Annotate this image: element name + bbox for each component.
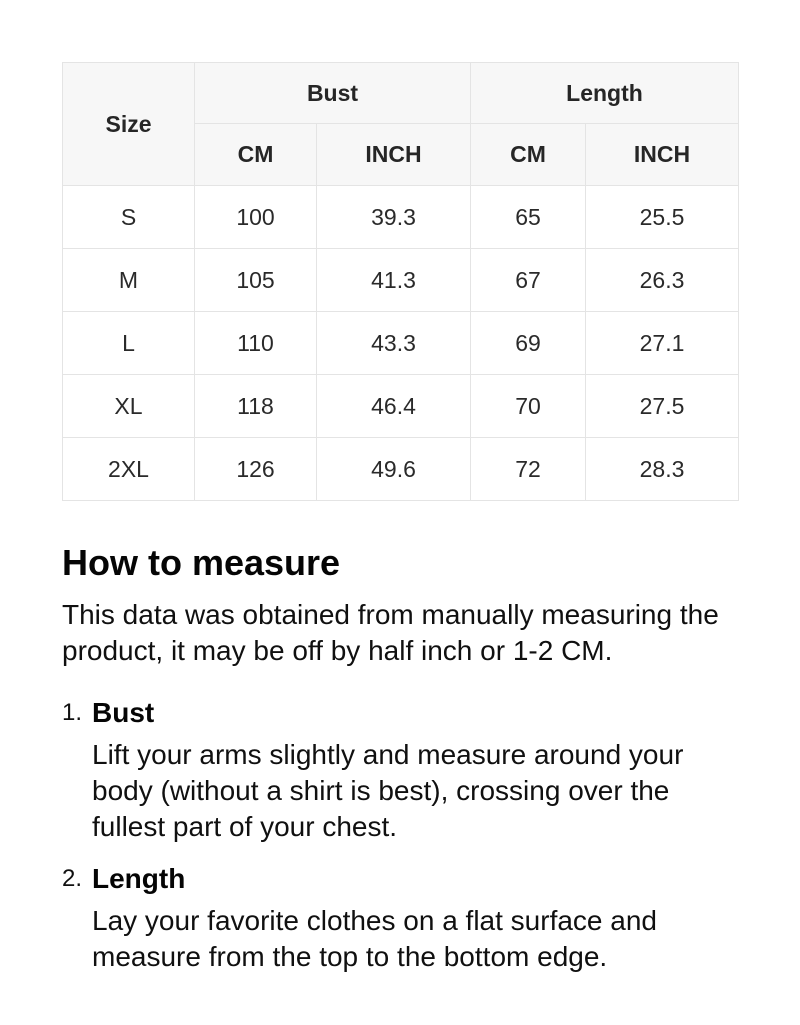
length-cm-cell: 65 (471, 186, 586, 249)
bust-cm-cell: 110 (195, 312, 317, 375)
how-to-measure-heading: How to measure (62, 542, 341, 583)
bust-inch-header: INCH (317, 124, 471, 186)
size-cell: 2XL (63, 438, 195, 501)
length-inch-cell: 28.3 (586, 438, 739, 501)
size-cell: XL (63, 375, 195, 438)
length-inch-header: INCH (586, 124, 739, 186)
length-cm-cell: 70 (471, 375, 586, 438)
size-column-header: Size (63, 63, 195, 186)
bust-inch-cell: 43.3 (317, 312, 471, 375)
length-inch-cell: 26.3 (586, 249, 739, 312)
step-body (92, 859, 738, 983)
length-cm-cell: 67 (471, 249, 586, 312)
step-body (92, 693, 738, 853)
bust-inch-cell: 46.4 (317, 375, 471, 438)
length-cm-cell: 72 (471, 438, 586, 501)
table-row (63, 312, 739, 375)
bust-cm-cell: 100 (195, 186, 317, 249)
table-row (63, 186, 739, 249)
step-description-bust: Lift your arms slightly and measure around your body (without a shirt is best), crossing over the fullest part of your chest. (92, 739, 684, 842)
length-inch-cell: 27.1 (586, 312, 739, 375)
bust-inch-cell: 39.3 (317, 186, 471, 249)
size-cell: M (63, 249, 195, 312)
table-row (63, 438, 739, 501)
bust-cm-cell: 126 (195, 438, 317, 501)
length-inch-cell: 25.5 (586, 186, 739, 249)
length-cm-header: CM (471, 124, 586, 186)
bust-cm-header: CM (195, 124, 317, 186)
bust-cm-cell: 118 (195, 375, 317, 438)
length-inch-cell: 27.5 (586, 375, 739, 438)
step-number: 1. (62, 699, 83, 726)
measure-steps-list (62, 693, 738, 983)
step-term-length: Length (92, 863, 186, 894)
length-cm-cell: 69 (471, 312, 586, 375)
bust-inch-cell: 49.6 (317, 438, 471, 501)
size-chart-table (62, 62, 739, 501)
step-number: 2. (62, 865, 83, 892)
size-cell: S (63, 186, 195, 249)
bust-group-header: Bust (195, 63, 471, 124)
table-header-group-row (63, 63, 739, 124)
step-term-bust: Bust (92, 697, 155, 728)
bust-inch-cell: 41.3 (317, 249, 471, 312)
length-group-header: Length (471, 63, 739, 124)
measure-step-bust (62, 693, 738, 853)
bust-cm-cell: 105 (195, 249, 317, 312)
step-description-length: Lay your favorite clothes on a flat surface and measure from the top to the bottom edge. (92, 905, 657, 972)
table-row (63, 249, 739, 312)
size-cell: L (63, 312, 195, 375)
measure-step-length (62, 859, 738, 983)
table-row (63, 375, 739, 438)
measure-disclaimer-text: This data was obtained from manually measuring the product, it may be off by half inch or 1-2 CM. (62, 599, 719, 666)
